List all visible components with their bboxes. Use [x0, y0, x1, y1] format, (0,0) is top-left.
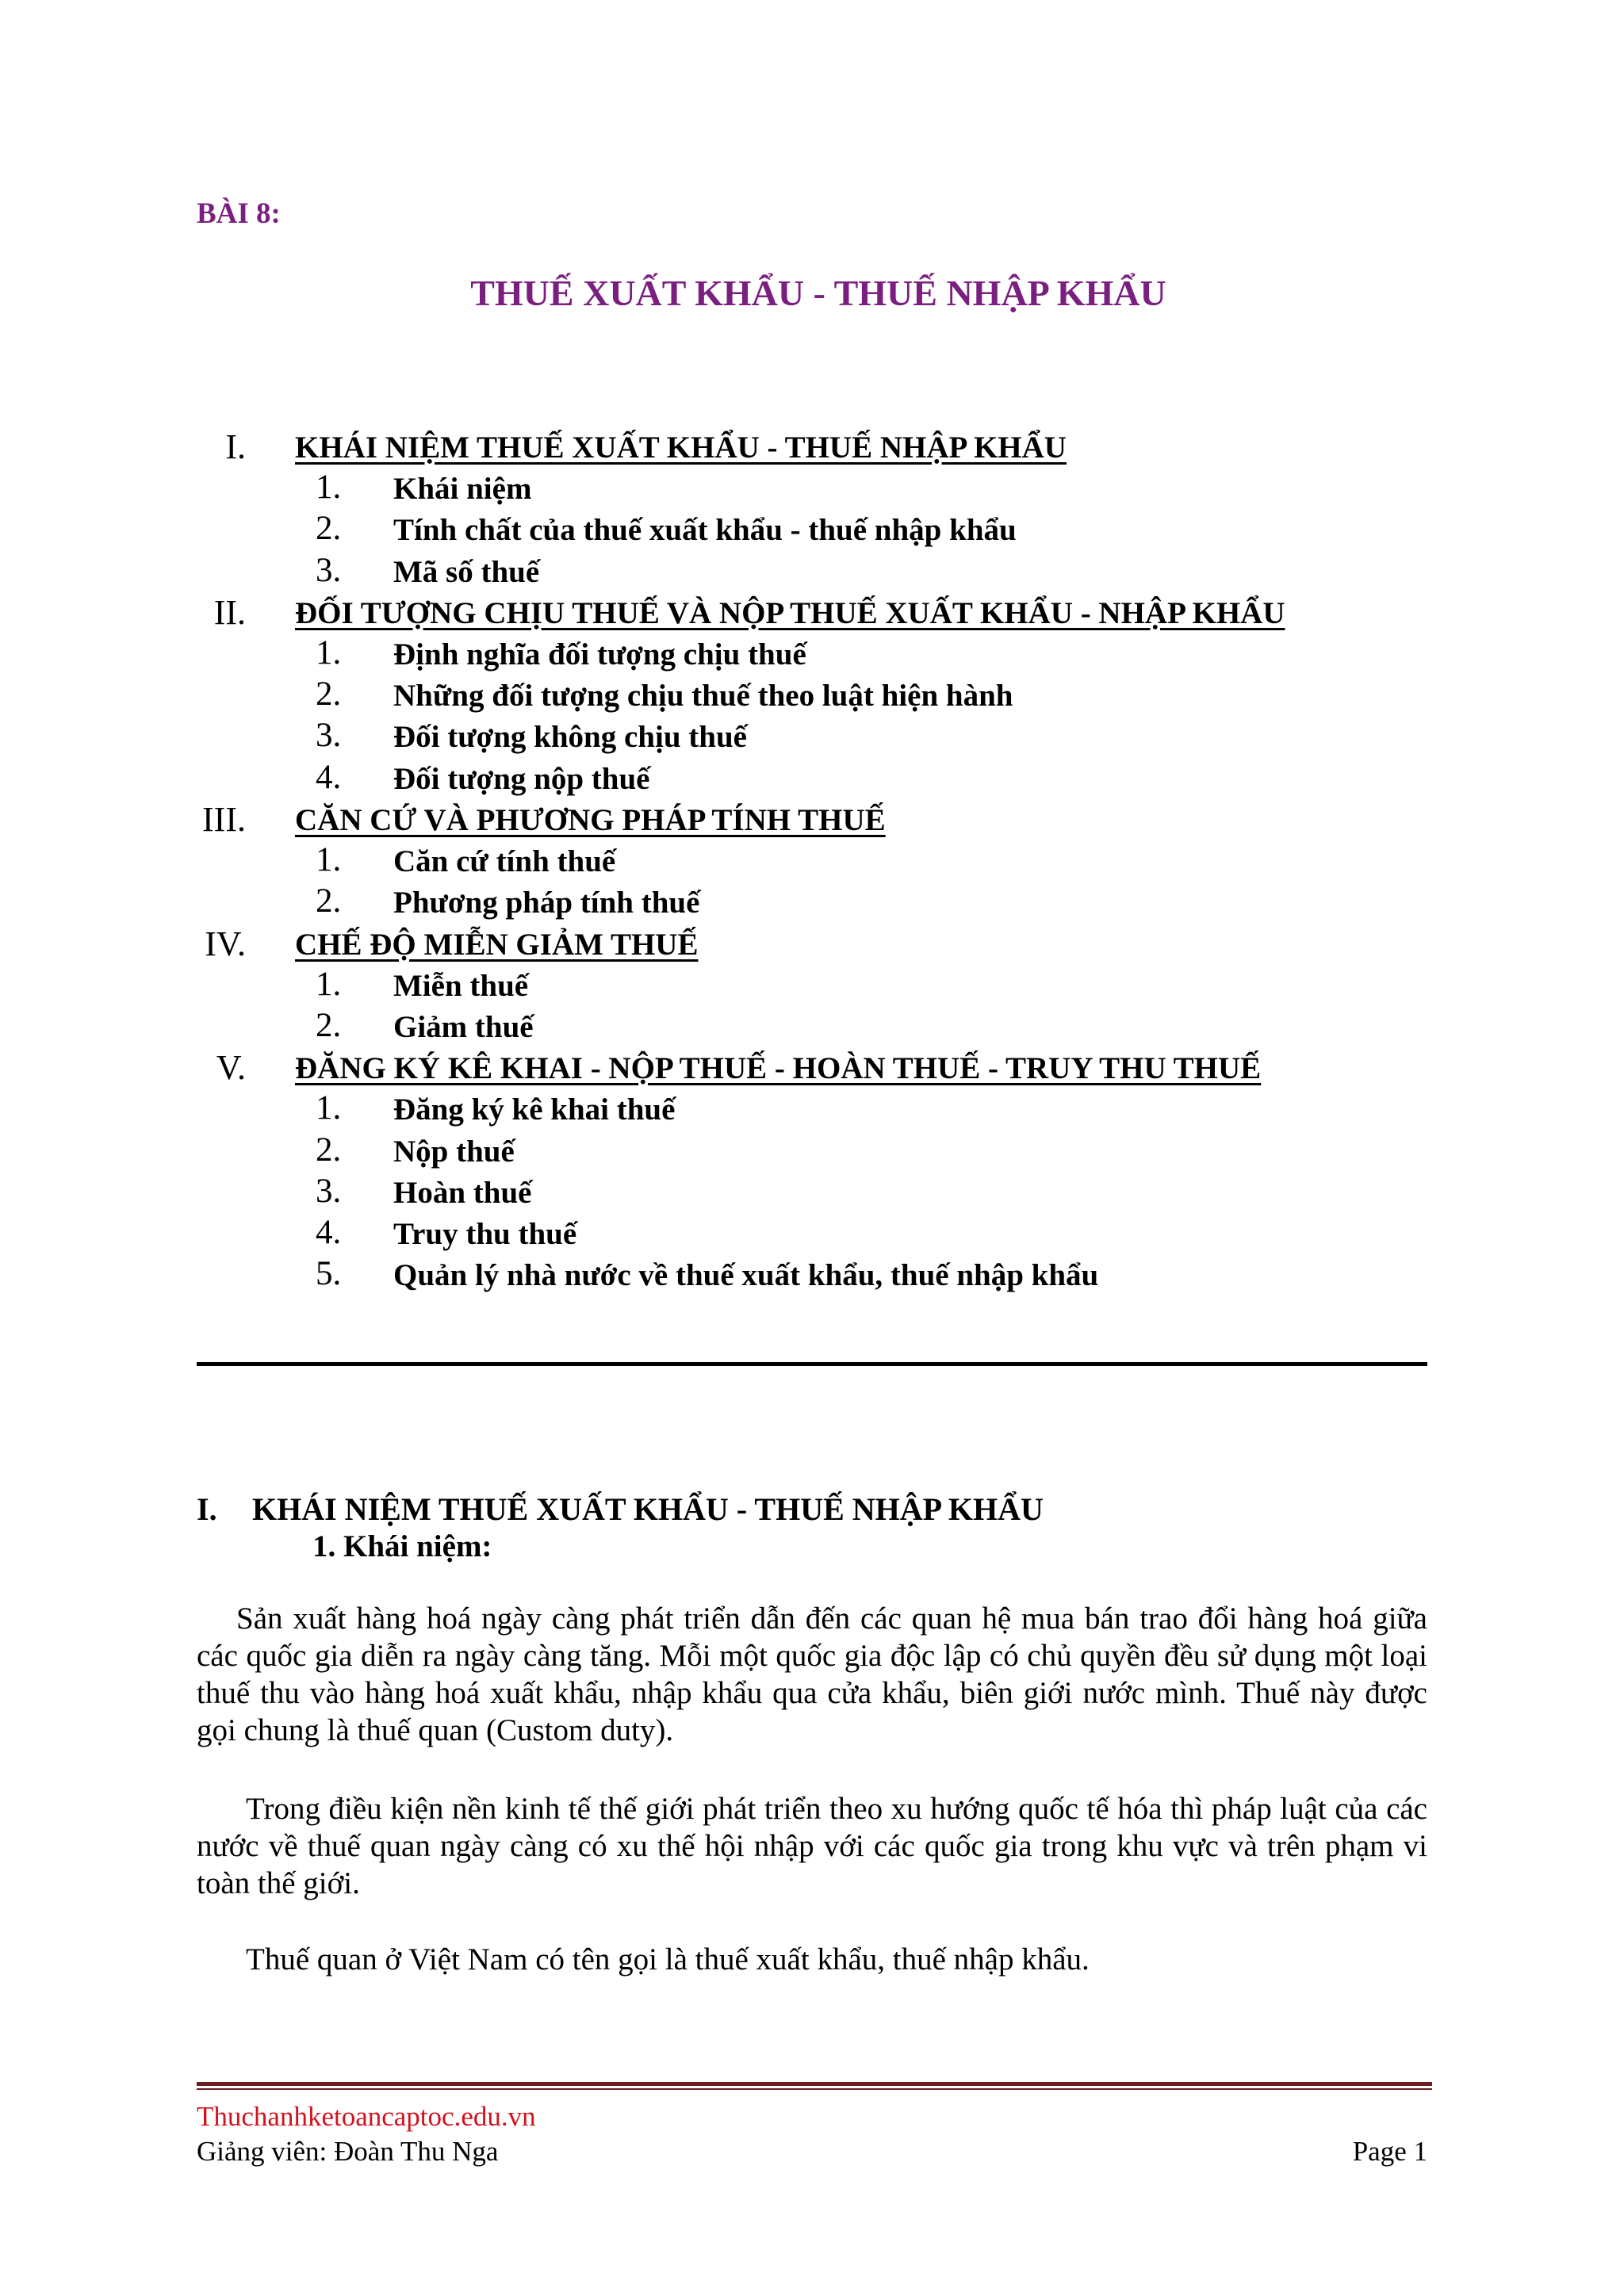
toc-section-title: CĂN CỨ VÀ PHƯƠNG PHÁP TÍNH THUẾ [295, 803, 886, 838]
section-heading [197, 1490, 1044, 1528]
toc-item-label: Truy thu thuế [393, 1217, 577, 1252]
subsection-heading: 1. Khái niệm: [312, 1529, 492, 1563]
lesson-label: BÀI 8: [197, 197, 281, 230]
toc-section [0, 802, 1624, 844]
toc-item [0, 1131, 1624, 1175]
toc-item [0, 1172, 1624, 1216]
table-of-contents [0, 427, 1624, 1299]
toc-section-number: V. [216, 1048, 246, 1088]
toc-section [0, 592, 1624, 637]
toc-item-number: 2. [316, 1006, 342, 1044]
toc-item-number: 1. [316, 469, 342, 506]
toc-item [0, 633, 1624, 678]
toc-item-number: 2. [316, 510, 342, 548]
toc-item-label: Đối tượng không chịu thuế [393, 720, 747, 755]
toc-item-number: 1. [316, 841, 342, 879]
toc-item [0, 758, 1624, 802]
toc-item [0, 1257, 1624, 1299]
toc-item-label: Tính chất của thuế xuất khẩu - thuế nhập khẩu [393, 513, 1017, 548]
toc-item-label: Quản lý nhà nước về thuế xuất khẩu, thuế nhập khẩu [393, 1258, 1099, 1293]
toc-item-label: Khái niệm [393, 472, 532, 506]
toc-item-label: Đăng ký kê khai thuế [393, 1093, 676, 1127]
toc-item-label: Miễn thuế [393, 968, 529, 1003]
toc-section-number: II. [213, 592, 246, 632]
toc-item-label: Hoàn thuế [393, 1175, 532, 1210]
toc-item [0, 841, 1624, 885]
toc-item-number: 4. [316, 758, 342, 796]
toc-item [0, 719, 1624, 760]
toc-item-label: Căn cứ tính thuế [393, 844, 616, 879]
toc-item-number: 3. [316, 1172, 342, 1210]
toc-item-number: 3. [316, 717, 342, 755]
toc-item [0, 512, 1624, 553]
section-heading-number: I. [197, 1491, 217, 1527]
toc-item-label: Giảm thuế [393, 1009, 534, 1044]
toc-section-number: IV. [205, 924, 246, 963]
toc-section-title: ĐỐI TƯỢNG CHỊU THUẾ VÀ NỘP THUẾ XUẤT KHẨU - NHẬP KHẨU [295, 595, 1285, 630]
toc-section-title: ĐĂNG KÝ KÊ KHAI - NỘP THUẾ - HOÀN THUẾ - TRUY THU THUẾ [295, 1051, 1262, 1086]
toc-section [0, 924, 1624, 968]
toc-item-number: 2. [316, 675, 342, 714]
footer-divider [197, 2082, 1432, 2086]
toc-item-label: Đối tượng nộp thuế [393, 761, 650, 796]
toc-section-number: I. [225, 427, 246, 466]
toc-item [0, 882, 1624, 926]
paragraph: Sản xuất hàng hoá ngày càng phát triển dẫn đến các quan hệ mua bán trao đổi hàng hoá giữa các quốc gia diễn ra ngày càng tăng. Mỗi một quốc gia độc lập có chủ quyền đều sử dụng một loại thuế thu vào hàng hoá xuất khẩu, nhập khẩu qua cửa khẩu, biên giới nước mình. Thuế này được gọi chung là thuế quan (Custom duty). [197, 1601, 1427, 1747]
toc-item [0, 1216, 1624, 1257]
toc-item-number: 5. [316, 1255, 342, 1293]
toc-item-number: 4. [316, 1214, 342, 1252]
toc-item-number: 2. [316, 882, 342, 920]
paragraph: Thuế quan ở Việt Nam có tên gọi là thuế xuất khẩu, thuế nhập khẩu. [246, 1942, 1090, 1976]
toc-item-label: Định nghĩa đối tượng chịu thuế [393, 637, 806, 672]
toc-item [0, 675, 1624, 719]
toc-item-number: 1. [316, 633, 342, 672]
toc-item [0, 551, 1624, 595]
toc-item-label: Phương pháp tính thuế [393, 886, 700, 920]
toc-item [0, 1006, 1624, 1050]
toc-section [0, 427, 1624, 471]
footer-divider-thin [197, 2088, 1432, 2090]
toc-item-number: 1. [316, 965, 342, 1003]
toc-item-number: 3. [316, 551, 342, 589]
toc-section-title: CHẾ ĐỘ MIỄN GIẢM THUẾ [295, 927, 699, 962]
footer-website-link[interactable]: Thuchanhketoancaptoc.edu.vn [197, 2101, 536, 2132]
paragraph: Trong điều kiện nền kinh tế thế giới phát triển theo xu hướng quốc tế hóa thì pháp luật của các nước về thuế quan ngày càng có xu thế hội nhập với các quốc gia trong khu vực và trên phạm vi toàn thế giới. [197, 1792, 1427, 1900]
toc-section [0, 1050, 1624, 1092]
page-title [0, 272, 1624, 314]
toc-section-title: KHÁI NIỆM THUẾ XUẤT KHẨU - THUẾ NHẬP KHẨU [295, 430, 1067, 465]
footer-teacher: Giảng viên: Đoàn Thu Nga [197, 2136, 499, 2167]
toc-item-number: 2. [316, 1131, 342, 1169]
toc-item-number: 1. [316, 1089, 342, 1127]
section-heading-title: KHÁI NIỆM THUẾ XUẤT KHẨU - THUẾ NHẬP KHẨU [252, 1491, 1044, 1527]
page-number: Page 1 [1352, 2136, 1427, 2167]
toc-section-number: III. [202, 800, 246, 840]
toc-item [0, 471, 1624, 512]
page-title-text: THUẾ XUẤT KHẨU - THUẾ NHẬP KHẨU [470, 273, 1166, 313]
toc-item-label: Những đối tượng chịu thuế theo luật hiện hành [393, 679, 1013, 714]
toc-item [0, 1089, 1624, 1133]
toc-item-label: Nộp thuế [393, 1134, 515, 1169]
toc-item-label: Mã số thuế [393, 554, 540, 589]
section-divider [197, 1362, 1427, 1366]
toc-item [0, 965, 1624, 1009]
